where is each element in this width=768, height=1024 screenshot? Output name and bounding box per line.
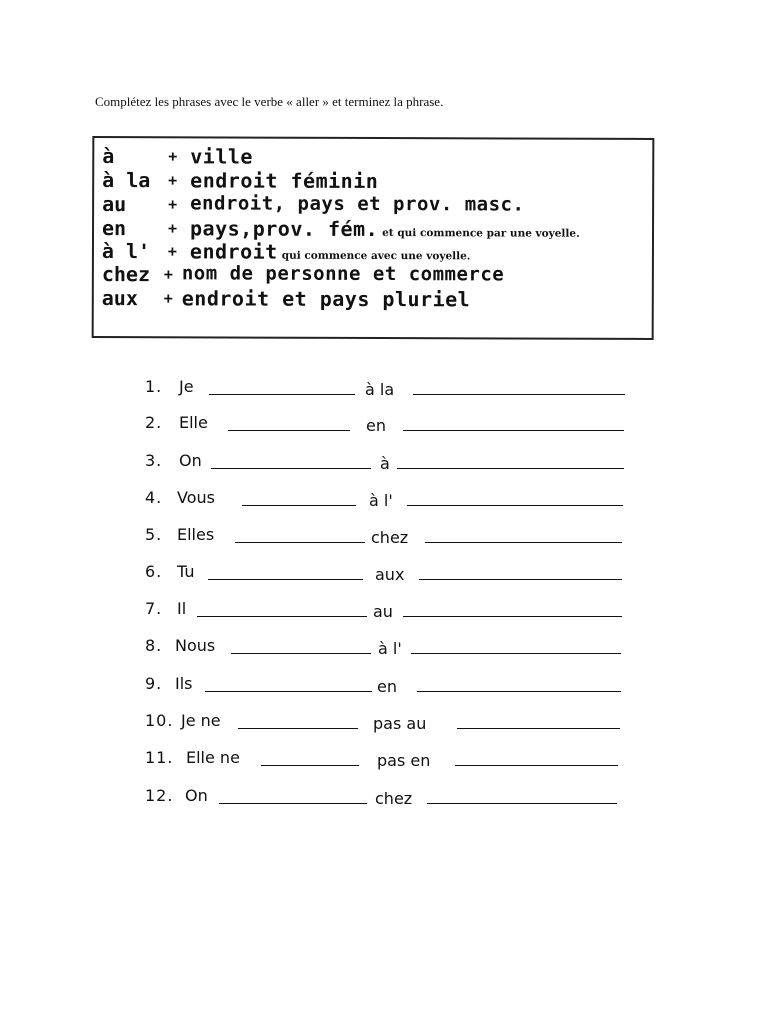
verb-blank[interactable] [231, 653, 371, 654]
exercise-preposition: chez [371, 528, 409, 547]
exercise-number: 4. [145, 488, 163, 507]
exercise-subject: Il [177, 599, 187, 618]
exercise-number: 3. [145, 451, 163, 470]
exercise-preposition: pas en [377, 751, 431, 770]
rule-plus: + [167, 242, 178, 261]
rule-description: endroit et pays pluriel [181, 286, 471, 312]
exercise-number: 11. [145, 748, 174, 767]
verb-blank[interactable] [261, 765, 359, 766]
rule-plus: + [168, 219, 178, 238]
exercise-preposition: à [380, 454, 390, 473]
exercise-preposition: pas au [373, 714, 427, 733]
rule-preposition: au [102, 192, 127, 217]
rule-preposition: à l' [101, 239, 151, 264]
destination-blank[interactable] [455, 765, 618, 766]
exercise-number: 12. [145, 786, 174, 805]
rule-description: endroit qui commence avec une voyelle. [189, 239, 471, 264]
preposition-rules-box [92, 136, 655, 340]
verb-blank[interactable] [238, 728, 358, 729]
verb-blank[interactable] [219, 803, 367, 804]
exercise-preposition: à l' [369, 491, 393, 510]
rule-description: endroit féminin [190, 168, 379, 194]
exercise-subject: Ils [175, 674, 193, 693]
exercise-subject: Elle ne [186, 748, 240, 767]
rule-plus: + [168, 195, 178, 214]
rule-description: endroit, pays et prov. masc. [190, 192, 525, 216]
exercise-preposition: chez [375, 789, 413, 808]
instruction-text: Complétez les phrases avec le verbe « aller » et terminez la phrase. [95, 94, 444, 109]
exercise-subject: On [185, 786, 208, 805]
exercise-subject: Vous [177, 488, 215, 507]
exercise-subject: Je ne [181, 711, 221, 730]
destination-blank[interactable] [419, 579, 622, 580]
verb-blank[interactable] [211, 468, 371, 469]
rule-preposition: à la [102, 168, 151, 193]
exercise-number: 7. [145, 599, 163, 618]
rule-preposition: à [102, 144, 115, 169]
rule-preposition: aux [101, 286, 138, 311]
verb-blank[interactable] [235, 542, 365, 543]
exercise-subject: Je [179, 377, 194, 396]
exercise-subject: Elle [179, 413, 208, 432]
rule-description: nom de personne et commerce [181, 262, 505, 286]
destination-blank[interactable] [411, 653, 621, 654]
destination-blank[interactable] [403, 430, 624, 431]
exercise-number: 8. [145, 636, 163, 655]
rule-plus: + [163, 289, 173, 308]
verb-blank[interactable] [242, 505, 356, 506]
verb-blank[interactable] [205, 691, 372, 692]
destination-blank[interactable] [425, 542, 622, 543]
exercise-preposition: aux [375, 565, 405, 584]
destination-blank[interactable] [413, 394, 625, 395]
verb-blank[interactable] [209, 394, 355, 395]
exercise-number: 9. [145, 674, 163, 693]
verb-blank[interactable] [228, 430, 350, 431]
exercise-number: 1. [145, 377, 163, 396]
exercise-subject: Tu [177, 562, 195, 581]
exercise-subject: Elles [177, 525, 215, 544]
destination-blank[interactable] [403, 616, 622, 617]
exercise-number: 5. [145, 525, 163, 544]
rule-note: qui commence avec une voyelle. [281, 249, 471, 263]
exercise-preposition: à l' [378, 639, 402, 658]
exercise-subject: On [179, 451, 202, 470]
rule-description: ville [190, 144, 254, 169]
destination-blank[interactable] [417, 691, 621, 692]
rule-preposition: en [101, 216, 127, 241]
verb-blank[interactable] [197, 616, 367, 617]
exercise-number: 6. [145, 562, 163, 581]
rule-plus: + [168, 171, 178, 190]
verb-blank[interactable] [208, 579, 363, 580]
rule-plus: + [168, 147, 178, 166]
rule-description: pays,prov. fém. et qui commence par une voyelle. [189, 216, 580, 242]
exercise-number: 2. [145, 413, 163, 432]
exercise-subject: Nous [175, 636, 216, 655]
rule-plus: + [163, 265, 173, 284]
exercise-preposition: à la [365, 380, 395, 399]
rule-note: et qui commence par une voyelle. [382, 227, 580, 240]
exercise-preposition: en [366, 416, 386, 435]
destination-blank[interactable] [457, 728, 620, 729]
destination-blank[interactable] [397, 468, 624, 469]
exercise-number: 10. [145, 711, 174, 730]
exercise-preposition: en [377, 677, 397, 696]
exercise-preposition: au [373, 602, 393, 621]
destination-blank[interactable] [427, 803, 617, 804]
destination-blank[interactable] [407, 505, 623, 506]
rule-preposition: chez [101, 262, 151, 287]
